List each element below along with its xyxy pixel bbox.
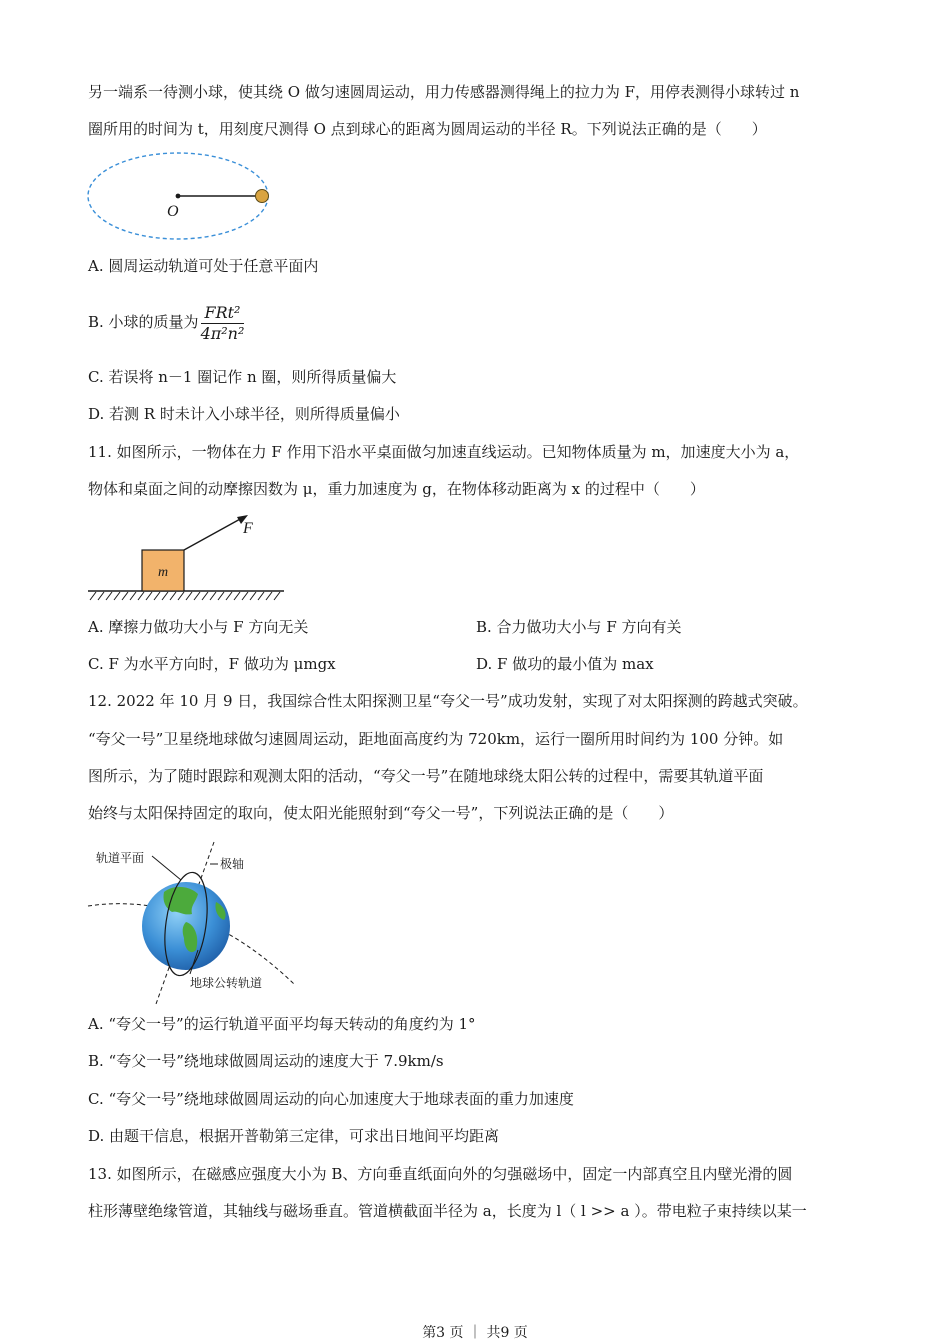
q11-block-force-figure (86, 508, 286, 604)
label-orbit-plane: 轨道平面 (96, 851, 145, 865)
q11-option-b: B. 合力做功大小与 F 方向有关 (476, 618, 682, 636)
q12-stem-line-1: 12. 2022 年 10 月 9 日，我国综合性太阳探测卫星“夸父一号”成功发射，实现了对太阳探测的跨越式突破。 (88, 692, 808, 710)
q10-option-b-prefix: B. 小球的质量为 (88, 313, 199, 331)
q11-option-a: A. 摩擦力做功大小与 F 方向无关 (88, 618, 309, 636)
q10-option-b-fraction (201, 304, 245, 343)
label-earth-orbit: 地球公转轨道 (190, 976, 263, 990)
q12-option-a: A. “夸父一号”的运行轨道平面平均每天转动的角度约为 1° (88, 1015, 476, 1033)
q11-stem-line-1: 11. 如图所示，一物体在力 F 作用下沿水平桌面做匀加速直线运动。已知物体质量为 m，加速度大小为 a， (88, 443, 800, 461)
q12-stem-line-3: 图所示，为了随时跟踪和观测太阳的活动，“夸父一号”在随地球绕太阳公转的过程中，需要其轨道平面 (88, 767, 764, 785)
fraction-denominator: 4π²n² (200, 323, 245, 343)
q10-stem-line-2: 圈所用的时间为 t，用刻度尺测得 O 点到球心的距离为圆周运动的半径 R。下列说法正确的是（ ） (88, 120, 767, 138)
q11-option-d: D. F 做功的最小值为 max (476, 655, 654, 673)
page-footer: 第3 页 ｜ 共9 页 (422, 1325, 528, 1341)
q10-option-d: D. 若测 R 时未计入小球半径，则所得质量偏小 (88, 405, 400, 423)
label-m: m (158, 565, 169, 580)
q10-option-a: A. 圆周运动轨道可处于任意平面内 (88, 257, 319, 275)
q13-stem-line-1: 13. 如图所示，在磁感应强度大小为 B、方向垂直纸面向外的匀强磁场中，固定一内部真空且内壁光滑的圆 (88, 1165, 793, 1183)
orbit-plane-leader (152, 856, 181, 880)
label-polar-axis: 极轴 (220, 857, 245, 871)
q11-option-c: C. F 为水平方向时，F 做功为 μmgx (88, 655, 336, 673)
q12-stem-line-2: “夸父一号”卫星绕地球做匀速圆周运动，距地面高度约为 720km，运行一圈所用时间约为 100 分钟。如 (88, 730, 784, 748)
ball (256, 190, 269, 203)
label-f: F (243, 520, 253, 537)
q12-stem-line-4: 始终与太阳保持固定的取向，使太阳光能照射到“夸父一号”，下列说法正确的是（ ） (88, 804, 674, 822)
label-o: O (167, 203, 179, 220)
fraction-numerator: FRt² (201, 304, 245, 324)
q10-option-c: C. 若误将 n－1 圈记作 n 圈，则所得质量偏大 (88, 368, 397, 386)
q10-circular-motion-figure (86, 150, 286, 245)
q12-option-d: D. 由题干信息，根据开普勒第三定律，可求出日地间平均距离 (88, 1127, 500, 1145)
q12-option-c: C. “夸父一号”绕地球做圆周运动的向心加速度大于地球表面的重力加速度 (88, 1090, 574, 1108)
q12-earth-orbit-figure (86, 840, 306, 1008)
q10-option-b (88, 300, 244, 344)
q12-option-b: B. “夸父一号”绕地球做圆周运动的速度大于 7.9km/s (88, 1052, 444, 1070)
force-arrow-line (184, 518, 242, 550)
table-hatching (90, 592, 280, 600)
q13-stem-line-2: 柱形薄壁绝缘管道，其轴线与磁场垂直。管道横截面半径为 a，长度为 l（ l >> a ）。带电粒子束持续以某一 (88, 1202, 807, 1220)
q10-stem-line-1: 另一端系一待测小球，使其绕 O 做匀速圆周运动，用力传感器测得绳上的拉力为 F，用停表测得小球转过 n (88, 83, 800, 101)
q11-stem-line-2: 物体和桌面之间的动摩擦因数为 μ，重力加速度为 g，在物体移动距离为 x 的过程中（ ） (88, 480, 705, 498)
